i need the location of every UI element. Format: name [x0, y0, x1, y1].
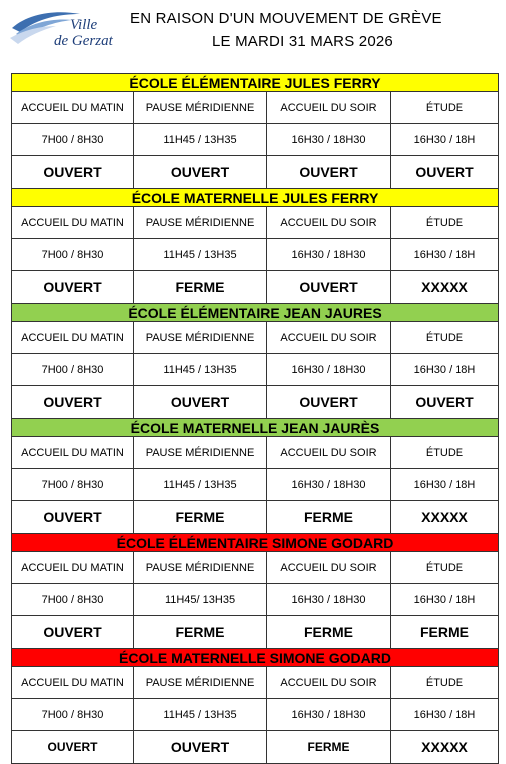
status-cell: FERME — [267, 731, 391, 764]
hours-cell: 7H00 / 8H30 — [12, 354, 134, 386]
hours-cell: 16H30 / 18H30 — [267, 699, 391, 731]
school-name: ÉCOLE MATERNELLE SIMONE GODARD — [12, 649, 499, 667]
status-cell: FERME — [267, 616, 391, 649]
status-cell: XXXXX — [391, 271, 499, 304]
status-cell: XXXXX — [391, 501, 499, 534]
header — [0, 0, 506, 70]
status-row — [12, 501, 499, 534]
labels-row — [12, 437, 499, 469]
notice-date: LE MARDI 31 MARS 2026 — [212, 33, 393, 50]
status-row — [12, 616, 499, 649]
status-cell: OUVERT — [12, 616, 134, 649]
service-label: ACCUEIL DU SOIR — [267, 322, 391, 354]
ville-de-gerzat-logo — [10, 8, 120, 56]
hours-cell: 11H45/ 13H35 — [134, 584, 267, 616]
schedule-table — [11, 73, 499, 764]
hours-cell: 16H30 / 18H — [391, 124, 499, 156]
labels-row — [12, 322, 499, 354]
labels-row — [12, 667, 499, 699]
notice-title: EN RAISON D'UN MOUVEMENT DE GRÈVE — [130, 10, 442, 27]
service-label: ÉTUDE — [391, 437, 499, 469]
status-cell: OUVERT — [12, 731, 134, 764]
hours-cell: 11H45 / 13H35 — [134, 699, 267, 731]
hours-cell: 16H30 / 18H — [391, 469, 499, 501]
status-cell: OUVERT — [134, 386, 267, 419]
service-label: ÉTUDE — [391, 207, 499, 239]
status-cell: OUVERT — [267, 386, 391, 419]
school-header-row — [12, 304, 499, 322]
status-cell: FERME — [134, 616, 267, 649]
service-label: ÉTUDE — [391, 552, 499, 584]
labels-row — [12, 207, 499, 239]
hours-cell: 16H30 / 18H — [391, 699, 499, 731]
hours-cell: 16H30 / 18H — [391, 354, 499, 386]
hours-cell: 16H30 / 18H30 — [267, 124, 391, 156]
service-label: ACCUEIL DU SOIR — [267, 437, 391, 469]
hours-cell: 7H00 / 8H30 — [12, 124, 134, 156]
status-cell: OUVERT — [134, 731, 267, 764]
status-cell: OUVERT — [134, 156, 267, 189]
service-label: ACCUEIL DU MATIN — [12, 552, 134, 584]
hours-cell: 16H30 / 18H30 — [267, 354, 391, 386]
school-name: ÉCOLE ÉLÉMENTAIRE JULES FERRY — [12, 74, 499, 92]
hours-cell: 7H00 / 8H30 — [12, 584, 134, 616]
school-header-row — [12, 189, 499, 207]
service-label: ACCUEIL DU MATIN — [12, 92, 134, 124]
status-cell: FERME — [267, 501, 391, 534]
status-row — [12, 271, 499, 304]
service-label: ACCUEIL DU SOIR — [267, 552, 391, 584]
service-label: ACCUEIL DU MATIN — [12, 437, 134, 469]
service-label: PAUSE MÉRIDIENNE — [134, 552, 267, 584]
service-label: ÉTUDE — [391, 322, 499, 354]
status-row — [12, 156, 499, 189]
logo-line1: Ville — [70, 17, 98, 33]
school-header-row — [12, 74, 499, 92]
hours-cell: 7H00 / 8H30 — [12, 699, 134, 731]
status-cell: OUVERT — [12, 156, 134, 189]
status-cell: FERME — [134, 501, 267, 534]
hours-cell: 16H30 / 18H — [391, 239, 499, 271]
status-cell: OUVERT — [12, 271, 134, 304]
hours-row — [12, 584, 499, 616]
service-label: PAUSE MÉRIDIENNE — [134, 207, 267, 239]
hours-cell: 16H30 / 18H30 — [267, 469, 391, 501]
status-row — [12, 731, 499, 764]
school-header-row — [12, 419, 499, 437]
labels-row — [12, 552, 499, 584]
service-label: ACCUEIL DU MATIN — [12, 667, 134, 699]
hours-cell: 11H45 / 13H35 — [134, 239, 267, 271]
school-name: ÉCOLE MATERNELLE JULES FERRY — [12, 189, 499, 207]
hours-cell: 16H30 / 18H30 — [267, 584, 391, 616]
school-name: ÉCOLE ÉLÉMENTAIRE JEAN JAURES — [12, 304, 499, 322]
service-label: ÉTUDE — [391, 92, 499, 124]
service-label: ÉTUDE — [391, 667, 499, 699]
labels-row — [12, 92, 499, 124]
service-label: ACCUEIL DU SOIR — [267, 667, 391, 699]
status-row — [12, 386, 499, 419]
hours-cell: 16H30 / 18H — [391, 584, 499, 616]
service-label: ACCUEIL DU MATIN — [12, 207, 134, 239]
school-name: ÉCOLE MATERNELLE JEAN JAURÈS — [12, 419, 499, 437]
hours-cell: 16H30 / 18H30 — [267, 239, 391, 271]
service-label: PAUSE MÉRIDIENNE — [134, 437, 267, 469]
service-label: PAUSE MÉRIDIENNE — [134, 322, 267, 354]
status-cell: OUVERT — [12, 501, 134, 534]
hours-row — [12, 469, 499, 501]
status-cell: OUVERT — [267, 271, 391, 304]
school-header-row — [12, 649, 499, 667]
hours-cell: 11H45 / 13H35 — [134, 124, 267, 156]
school-name: ÉCOLE ÉLÉMENTAIRE SIMONE GODARD — [12, 534, 499, 552]
logo-line2: de Gerzat — [54, 33, 113, 49]
status-cell: XXXXX — [391, 731, 499, 764]
service-label: PAUSE MÉRIDIENNE — [134, 667, 267, 699]
hours-row — [12, 239, 499, 271]
hours-row — [12, 354, 499, 386]
hours-cell: 7H00 / 8H30 — [12, 239, 134, 271]
status-cell: OUVERT — [391, 386, 499, 419]
hours-cell: 7H00 / 8H30 — [12, 469, 134, 501]
service-label: ACCUEIL DU SOIR — [267, 92, 391, 124]
status-cell: FERME — [391, 616, 499, 649]
school-header-row — [12, 534, 499, 552]
hours-row — [12, 124, 499, 156]
status-cell: OUVERT — [12, 386, 134, 419]
service-label: ACCUEIL DU SOIR — [267, 207, 391, 239]
status-cell: FERME — [134, 271, 267, 304]
service-label: ACCUEIL DU MATIN — [12, 322, 134, 354]
hours-cell: 11H45 / 13H35 — [134, 354, 267, 386]
hours-cell: 11H45 / 13H35 — [134, 469, 267, 501]
hours-row — [12, 699, 499, 731]
service-label: PAUSE MÉRIDIENNE — [134, 92, 267, 124]
status-cell: OUVERT — [267, 156, 391, 189]
status-cell: OUVERT — [391, 156, 499, 189]
